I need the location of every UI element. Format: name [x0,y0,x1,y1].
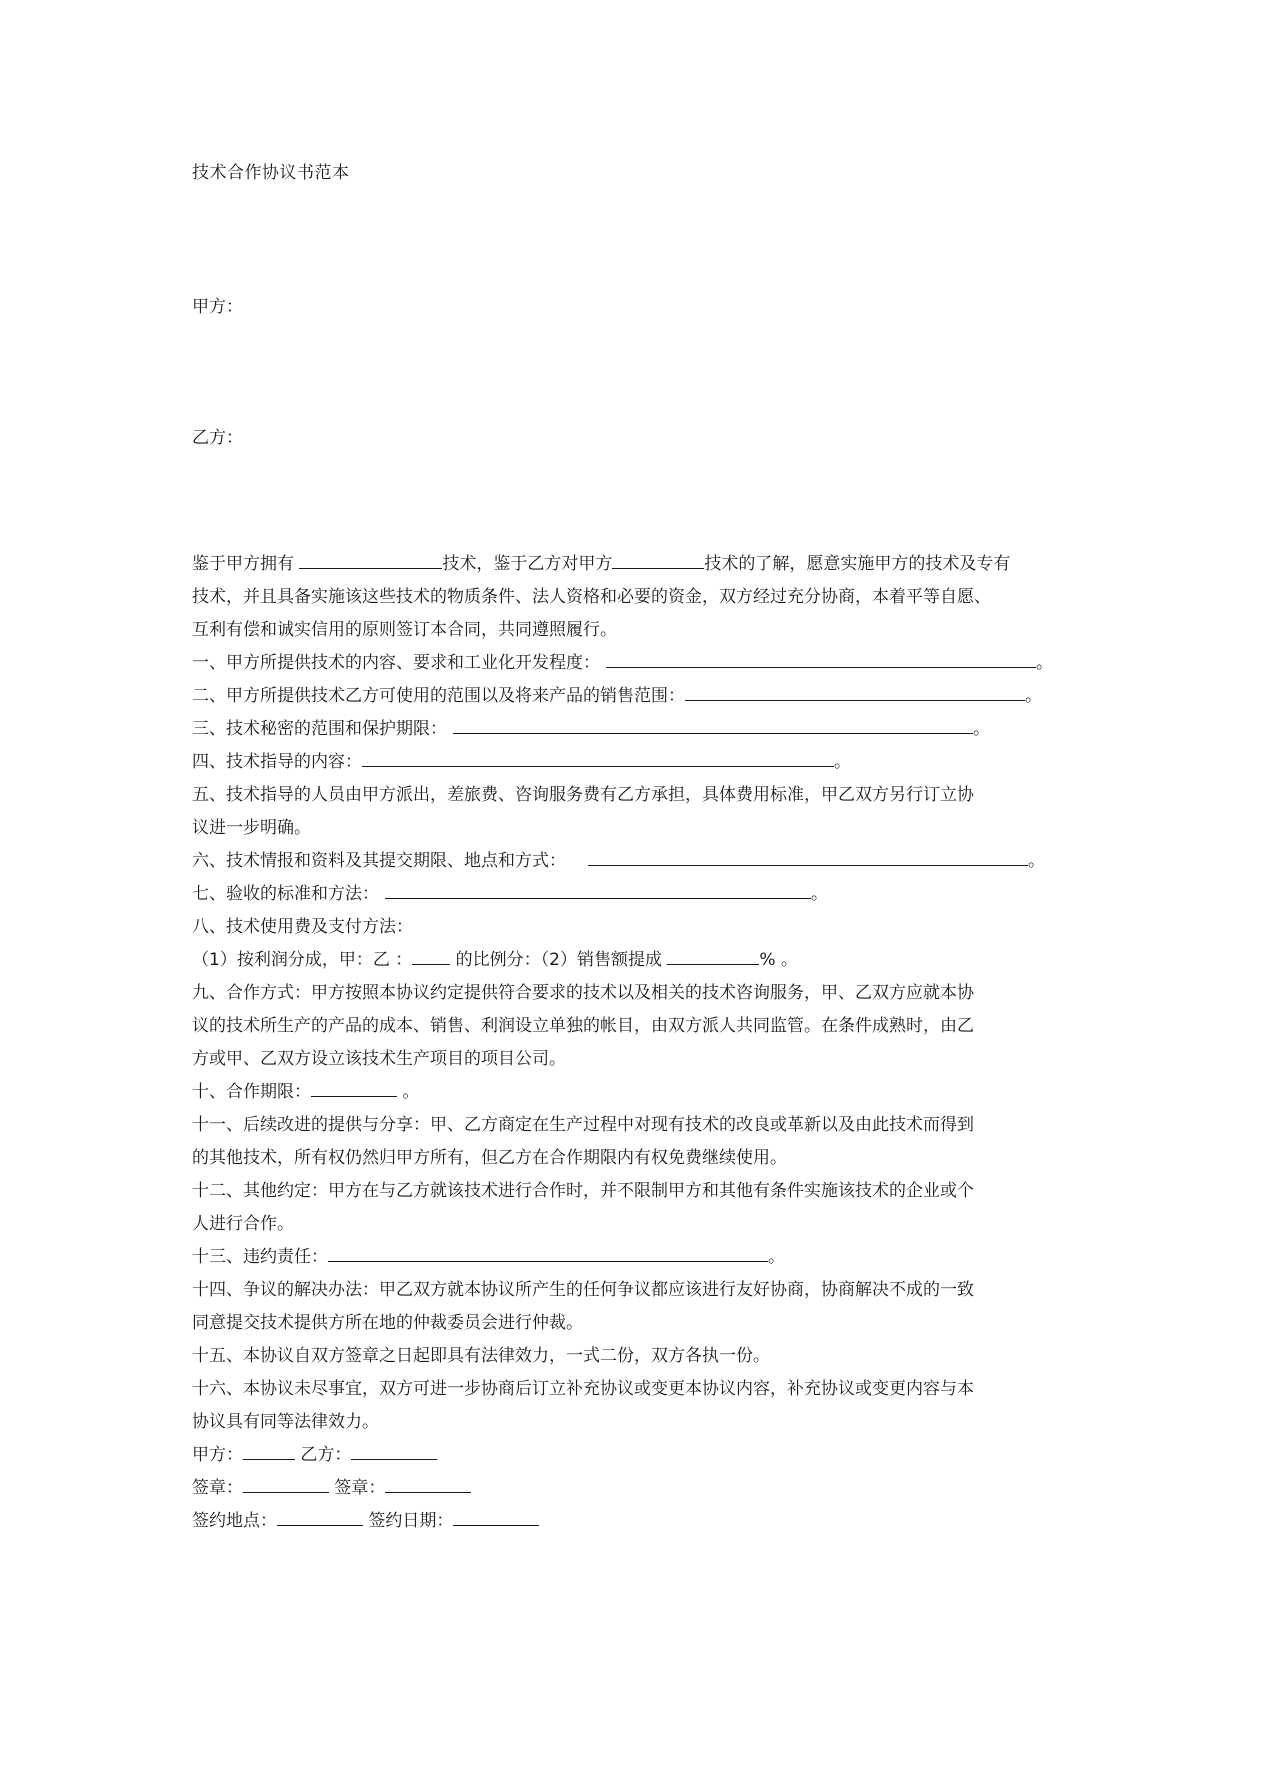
fill-in-blank[interactable] [453,716,973,734]
fill-in-blank[interactable] [243,1442,295,1460]
line-text: 十二、其他约定：甲方在与乙方就该技术进行合作时，并不限制甲方和其他有条件实施该技术的企业或个 [192,1181,974,1201]
line-text: 。 [397,1082,420,1102]
fill-in-blank[interactable] [311,1079,397,1097]
party-a-label: 甲方： [192,297,243,317]
agreement-line [192,1340,1072,1373]
agreement-line [192,713,1072,746]
document-title: 技术合作协议书范本 [192,163,350,183]
line-text: 。 [768,1247,785,1267]
fill-in-blank[interactable] [385,1475,471,1493]
line-text: 。 [834,752,851,772]
line-text: 议进一步明确。 [192,818,311,838]
fill-in-blank[interactable] [243,1475,329,1493]
fill-in-blank[interactable] [606,650,1036,668]
line-text: 七、验收的标准和方法： [192,884,379,904]
line-text: 二、甲方所提供技术乙方可使用的范围以及将来产品的销售范围： [192,686,685,706]
line-text: 五、技术指导的人员由甲方派出，差旅费、咨询服务费有乙方承担，具体费用标准，甲乙双方另行订立协 [192,785,974,805]
agreement-body [192,548,1072,1538]
line-text: % 。 [759,950,798,970]
line-text: 甲方： [192,1445,243,1465]
line-text: 技术，并且具备实施该这些技术的物质条件、法人资格和必要的资金，双方经过充分协商，本着平等自愿、 [192,587,991,607]
agreement-line [192,746,1072,779]
line-text: 同意提交技术提供方所在地的仲裁委员会进行仲裁。 [192,1313,583,1333]
agreement-line [192,1307,1072,1340]
line-text: 六、技术情报和资料及其提交期限、地点和方式： [192,851,566,871]
line-text: 人进行合作。 [192,1214,294,1234]
line-text: 协议具有同等法律效力。 [192,1412,379,1432]
fill-in-blank[interactable] [362,749,834,767]
agreement-line [192,845,1072,878]
party-b-label: 乙方： [192,428,243,448]
fill-in-blank[interactable] [588,848,1028,866]
line-text: 。 [1036,653,1053,673]
line-text: 。 [1028,851,1045,871]
agreement-line [192,1208,1072,1241]
agreement-line [192,1142,1072,1175]
line-text: 的比例分：（2）销售额提成 [450,950,668,970]
line-text: 十、合作期限： [192,1082,311,1102]
fill-in-blank[interactable] [328,1244,768,1262]
agreement-line [192,812,1072,845]
line-text: 签约日期： [363,1511,454,1531]
line-text: 十一、后续改进的提供与分享：甲、乙方商定在生产过程中对现有技术的改良或革新以及由此技术而得到 [192,1115,974,1135]
line-text: 十三、违约责任： [192,1247,328,1267]
fill-in-blank[interactable] [612,551,704,569]
agreement-line [192,581,1072,614]
agreement-line [192,944,1072,977]
line-text: 九、合作方式：甲方按照本协议约定提供符合要求的技术以及相关的技术咨询服务，甲、乙双方应就本协 [192,983,974,1003]
agreement-line [192,878,1072,911]
agreement-line [192,1373,1072,1406]
fill-in-blank[interactable] [351,1442,437,1460]
line-text: 一、甲方所提供技术的内容、要求和工业化开发程度： [192,653,600,673]
line-text: 三、技术秘密的范围和保护期限： [192,719,447,739]
agreement-line [192,548,1072,581]
agreement-line [192,1076,1072,1109]
fill-in-blank[interactable] [277,1508,363,1526]
line-text: 。 [1025,686,1042,706]
agreement-line [192,1406,1072,1439]
agreement-line [192,911,1072,944]
line-text: 方或甲、乙双方设立该技术生产项目的项目公司。 [192,1049,566,1069]
agreement-line [192,1010,1072,1043]
line-text: 乙方： [295,1445,352,1465]
agreement-line [192,1109,1072,1142]
line-text: 十六、本协议未尽事宜，双方可进一步协商后订立补充协议或变更本协议内容，补充协议或变更内容与本 [192,1379,974,1399]
agreement-line [192,680,1072,713]
agreement-line [192,1505,1072,1538]
line-text: 的其他技术，所有权仍然归甲方所有，但乙方在合作期限内有权免费继续使用。 [192,1148,787,1168]
line-text: 。 [973,719,990,739]
line-text: 十五、本协议自双方签章之日起即具有法律效力，一式二份，双方各执一份。 [192,1346,770,1366]
line-text: 签章： [329,1478,386,1498]
agreement-line [192,1043,1072,1076]
line-text: 鉴于甲方拥有 [192,554,300,574]
agreement-line [192,1472,1072,1505]
line-text: 技术，鉴于乙方对甲方 [442,554,613,574]
line-text: 四、技术指导的内容： [192,752,362,772]
fill-in-blank[interactable] [299,551,442,569]
agreement-line [192,1241,1072,1274]
line-text: 互利有偿和诚实信用的原则签订本合同，共同遵照履行。 [192,620,617,640]
agreement-line [192,977,1072,1010]
agreement-line [192,647,1072,680]
agreement-line [192,1274,1072,1307]
line-text: 十四、争议的解决办法：甲乙双方就本协议所产生的任何争议都应该进行友好协商，协商解决不成的一致 [192,1280,974,1300]
agreement-line [192,614,1072,647]
fill-in-blank[interactable] [685,683,1025,701]
agreement-line [192,779,1072,812]
line-text: 八、技术使用费及支付方法： [192,917,413,937]
line-text: 签章： [192,1478,243,1498]
fill-in-blank[interactable] [385,881,811,899]
line-text: （1）按利润分成，甲：乙 ： [192,950,413,970]
fill-in-blank[interactable] [453,1508,539,1526]
fill-in-blank[interactable] [667,947,759,965]
line-text: 。 [811,884,828,904]
fill-in-blank[interactable] [412,947,450,965]
line-text: 议的技术所生产的产品的成本、销售、利润设立单独的帐目，由双方派人共同监管。在条件成熟时，由乙 [192,1016,974,1036]
line-text: 签约地点： [192,1511,277,1531]
agreement-line [192,1439,1072,1472]
agreement-line [192,1175,1072,1208]
line-text: 技术的了解，愿意实施甲方的技术及专有 [704,554,1011,574]
